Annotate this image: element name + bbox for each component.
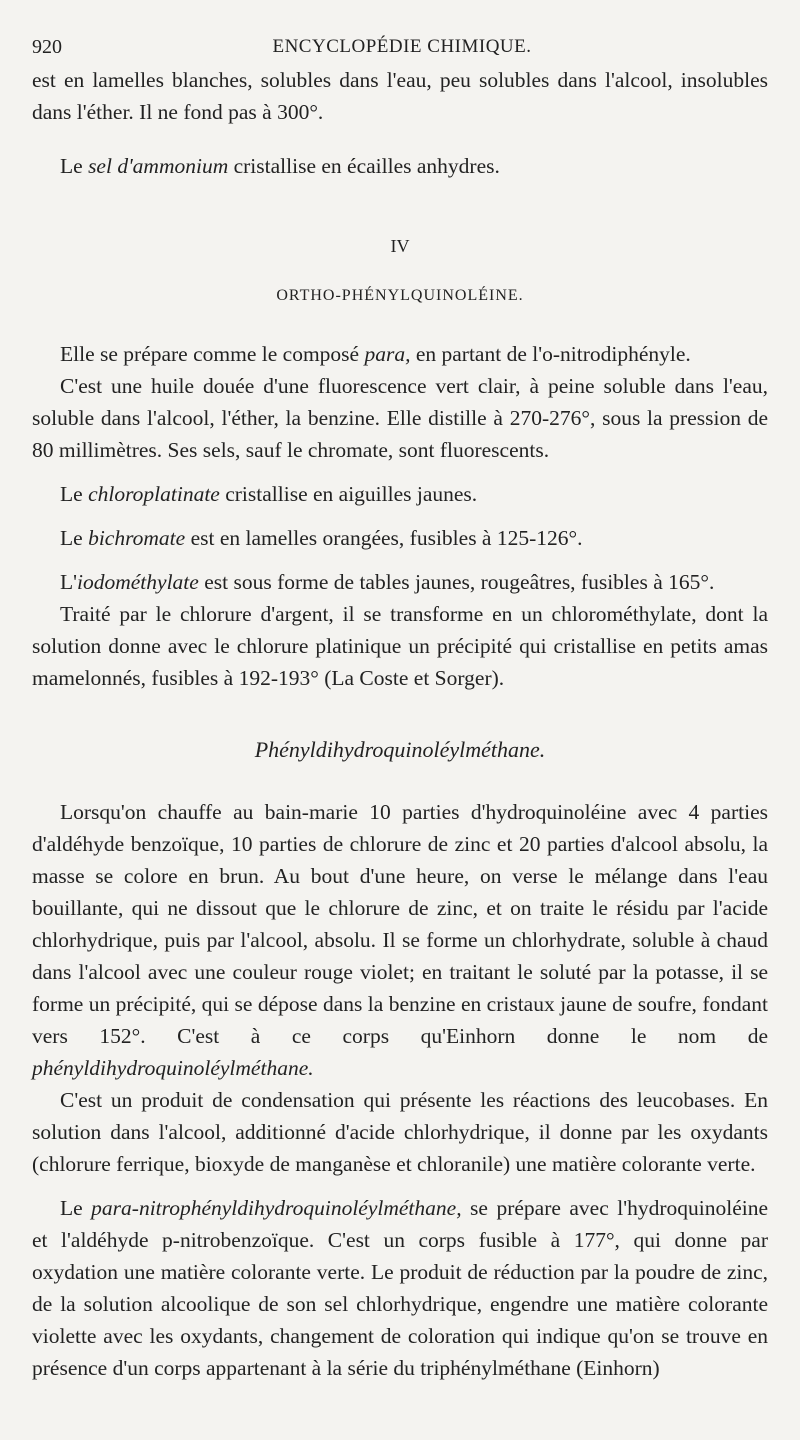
subsection-title: Phényldihydroquinoléylméthane. [254,737,546,762]
text-run: L' [60,570,78,594]
paragraph-ammonium-salt [32,150,768,182]
text-run: se prépare avec l'hydroquinoléine et l'aldéhyde p-nitrobenzoïque. C'est un corps fusible à 177°, qui donne par oxydation une matière colorante verte. Le produit de réduction par la poudre de zinc, de la solution alcoolique de son sel chlorhydrique, engendre une matière colorante violette avec les oxydants, changement de coloration qui indique qu'on se trouve en présence d'un corps appartenant à la série du triphénylméthane (Einhorn) [32,1196,769,1380]
paragraph-synthesis [32,796,768,1084]
italic-term: para-nitrophényldihydroquinoléylméthane, [91,1196,462,1220]
section-title: ORTHO-PHÉNYLQUINOLÉINE. [276,287,524,304]
text-run: en partant de l'o-nitrodiphényle. [410,342,691,366]
paragraph-condensation: C'est un produit de condensation qui présente les réactions des leucobases. En solution dans l'alcool, additionné d'acide chlorhydrique, il donne par les oxydants (chlorure ferrique, bioxyde de manganèse et chloranile) une matière colorante verte. [32,1088,768,1176]
text-run: cristallise en aiguilles jaunes. [219,482,478,506]
text-run: Le [60,482,89,506]
text-run: cristallise en écailles anhydres. [228,154,500,178]
italic-term: phényldihydroquinoléylméthane. [32,1056,314,1080]
text-run: est en lamelles orangées, fusibles à 125-126°. [185,526,583,550]
text-run: Lorsqu'on chauffe au bain-marie 10 parties d'hydroquinoléine avec 4 parties d'aldéhyde benzoïque, 10 parties de chlorure de zinc et 20 parties d'alcool absolu, la masse se colore en brun. Au bout d'une heure, on verse le mélange dans l'eau bouillante, qui ne dissout que le chlorure de zinc, et on traite le résidu par l'acide chlorhydrique, puis par l'alcool, absolu. Il se forme un chlorhydrate, soluble à chaud dans l'alcool avec une couleur rouge violet; en traitant le soluté par la potasse, il se forme un précipité, qui se dépose dans la benzine en cristaux jaune de soufre, fondant vers 152°. C'est à ce corps qu'Einhorn donne le nom de [32,800,768,1048]
paragraph-properties: C'est une huile douée d'une fluorescence vert clair, à peine soluble dans l'eau, soluble dans l'alcool, l'éther, la benzine. Elle distille à 270-276°, sous la pression de 80 millimètres. Ses sels, sauf le chromate, sont fluorescents. [32,374,768,462]
paragraph-1: est en lamelles blanches, solubles dans l'eau, peu solubles dans l'alcool, insolubles dans l'éther. Il ne fond pas à 300°. [32,68,768,124]
italic-term: bichromate [88,526,186,550]
italic-term: chloroplatinate [88,482,220,506]
paragraph-preparation [32,338,768,370]
text-run: Elle se prépare comme le composé [60,342,365,366]
text-run: Le [60,1196,92,1220]
paragraph-para-nitro [32,1192,768,1384]
text-run: Le [60,154,89,178]
paragraph-chloroplatinate [32,478,768,510]
paragraph-chloromethylate: Traité par le chlorure d'argent, il se transforme en un chlorométhylate, dont la solution donne avec le chlorure platinique un précipité qui cristallise en petits amas mamelonnés, fusibles à 192-193° (La Coste et Sorger). [32,602,768,690]
text-run: est sous forme de tables jaunes, rougeâtres, fusibles à 165°. [198,570,715,594]
section-number: IV [390,236,410,256]
paragraph-iodomethylate [32,566,768,598]
running-title: ENCYCLOPÉDIE CHIMIQUE. [272,36,532,57]
italic-term: para, [364,342,411,366]
text-run: Le [60,526,89,550]
paragraph-bichromate [32,522,768,554]
page-body [32,64,768,1384]
page-header [32,36,772,66]
italic-term: iodométhylate [77,570,199,594]
italic-term: sel d'ammonium [88,154,229,178]
page-number: 920 [32,36,62,58]
